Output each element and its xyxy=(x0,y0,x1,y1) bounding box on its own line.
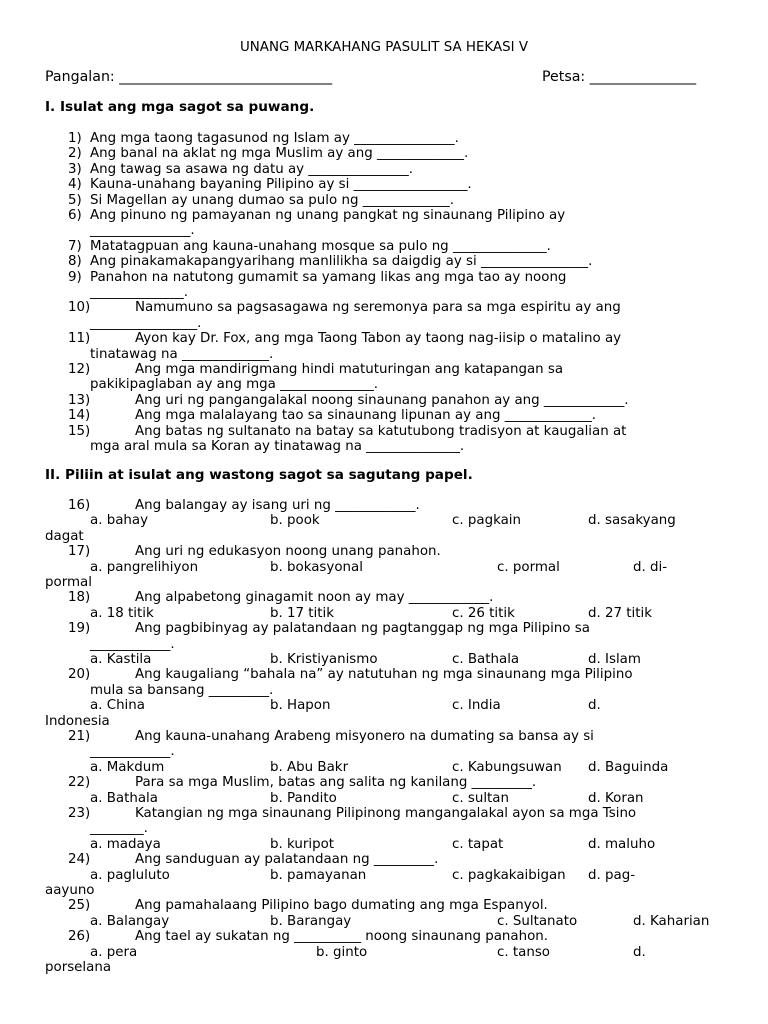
choice-c: c. India xyxy=(452,698,501,714)
question-number: 18) xyxy=(68,590,91,606)
question-text-continued: ________. xyxy=(90,821,148,837)
item-text: Kauna-unahang bayaning Pilipino ay si _________________. xyxy=(90,177,472,193)
name-field-label: Pangalan: ______________________________ xyxy=(45,69,333,85)
question-text-continued: ____________. xyxy=(90,744,175,760)
question-number: 16) xyxy=(68,498,91,513)
item-number: 8) xyxy=(68,254,82,270)
choice-d: d. pag- xyxy=(588,867,636,883)
page-title: UNANG MARKAHANG PASULIT SA HEKASI V xyxy=(239,40,529,55)
choice-c: c. tapat xyxy=(452,836,504,852)
item-text: Ang tawag sa asawa ng datu ay _______________. xyxy=(90,161,414,177)
part2-heading: II. Piliin at isulat ang wastong sagot sa sagutang papel. xyxy=(45,467,473,483)
item-text: Matatagpuan ang kauna-unahang mosque sa pulo ng ______________. xyxy=(90,238,551,254)
choice-b: b. Pandito xyxy=(270,790,337,806)
choice-b: b. Kristiyanismo xyxy=(270,652,378,667)
item-text: Ang batas ng sultanato na batay sa katutubong tradisyon at kaugalian at xyxy=(135,423,627,439)
item-number: 9) xyxy=(68,269,82,285)
part1-heading: I. Isulat ang mga sagot sa puwang. xyxy=(45,99,315,115)
item-text: Ang mga mandirigmang hindi matuturingan ang katapangan sa xyxy=(135,362,564,377)
item-text: Ayon kay Dr. Fox, ang mga Taong Tabon ay taong nag-iisip o matalino ay xyxy=(135,331,622,347)
question-number: 19) xyxy=(68,621,91,637)
choice-c: c. sultan xyxy=(452,790,510,806)
question-number: 17) xyxy=(68,544,91,560)
choice-b: b. ginto xyxy=(316,944,368,960)
choice-d: d. Baguinda xyxy=(588,759,669,775)
choice-a: a. China xyxy=(90,698,145,714)
item-number: 12) xyxy=(68,362,91,377)
item-text: Ang banal na aklat ng mga Muslim ay ang _____________. xyxy=(90,146,469,162)
question-text-continued: mula sa bansang _________. xyxy=(90,682,274,698)
item-number: 10) xyxy=(68,300,91,316)
item-number: 1) xyxy=(68,131,82,146)
question-number: 20) xyxy=(68,667,91,683)
choice-d: d. maluho xyxy=(588,836,656,852)
choice-c: c. pagkain xyxy=(452,513,522,529)
question-number: 24) xyxy=(68,852,91,868)
item-text-continued: _______________. xyxy=(90,223,195,239)
question-text: Ang kaugaliang “bahala na” ay natutuhan ng mga sinaunang mga Pilipino xyxy=(135,667,633,683)
item-text-continued: pakikipaglaban ay ang mga ______________. xyxy=(90,377,379,393)
question-text: Ang sanduguan ay palatandaan ng _________. xyxy=(135,852,439,868)
choice-c: c. pormal xyxy=(497,559,560,575)
item-text: Si Magellan ay unang dumao sa pulo ng _____________. xyxy=(90,192,454,208)
choice-a: a. Makdum xyxy=(90,759,165,775)
choice-d-continued: Indonesia xyxy=(45,713,110,729)
item-number: 15) xyxy=(68,423,91,439)
choice-c: c. Bathala xyxy=(452,652,520,667)
question-text: Katangian ng mga sinaunang Pilipinong mangangalakal ayon sa mga Tsino xyxy=(135,806,637,821)
choice-c: c. 26 titik xyxy=(452,605,515,621)
question-number: 25) xyxy=(68,898,91,914)
item-text: Ang mga malalayang tao sa sinaunang lipunan ay ang _____________. xyxy=(135,408,597,424)
choice-d: d. sasakyang xyxy=(588,513,676,529)
question-number: 21) xyxy=(68,729,91,744)
item-text-continued: tinatawag na _____________. xyxy=(90,346,274,362)
item-number: 2) xyxy=(68,146,82,162)
item-text: Ang uri ng pangangalakal noong sinaunang panahon ay ang ____________. xyxy=(135,392,629,408)
choice-c: c. Kabungsuwan xyxy=(452,759,562,775)
question-number: 26) xyxy=(68,929,91,945)
choice-b: b. Abu Bakr xyxy=(270,759,349,775)
item-number: 5) xyxy=(68,192,82,208)
question-text-continued: ____________. xyxy=(90,636,175,652)
item-number: 3) xyxy=(68,161,82,177)
choice-a: a. Bathala xyxy=(90,790,158,806)
choice-d: d. 27 titik xyxy=(588,605,653,621)
choice-d: d. xyxy=(633,944,646,960)
choice-a: a. Kastila xyxy=(90,652,152,667)
item-number: 13) xyxy=(68,392,91,408)
question-text: Para sa mga Muslim, batas ang salita ng kanilang _________. xyxy=(135,775,537,791)
item-number: 14) xyxy=(68,408,91,424)
choice-a: a. pera xyxy=(90,944,138,960)
choice-c: c. Sultanato xyxy=(497,913,578,929)
choice-b: b. bokasyonal xyxy=(270,559,363,575)
choice-d-continued: porselana xyxy=(45,960,112,975)
choice-a: a. madaya xyxy=(90,836,161,852)
choice-b: b. pook xyxy=(270,513,320,529)
choice-a: a. pagluluto xyxy=(90,867,170,883)
question-text: Ang tael ay sukatan ng __________ noong sinaunang panahon. xyxy=(135,929,549,945)
choice-b: b. Barangay xyxy=(270,913,352,929)
choice-b: b. 17 titik xyxy=(270,605,335,621)
choice-d: d. Islam xyxy=(588,652,641,667)
choice-d: d. Kaharian xyxy=(633,913,710,929)
question-number: 22) xyxy=(68,775,91,791)
choice-a: a. 18 titik xyxy=(90,605,154,621)
choice-d: d. Koran xyxy=(588,790,644,806)
choice-a: a. bahay xyxy=(90,513,149,529)
question-text: Ang pagbibinyag ay palatandaan ng pagtanggap ng mga Pilipino sa xyxy=(135,621,590,637)
choice-d: d. di- xyxy=(633,559,668,575)
question-text: Ang alpabetong ginagamit noon ay may ____________. xyxy=(135,590,494,606)
item-text: Ang pinakamakapangyarihang manlilikha sa daigdig ay si ________________. xyxy=(90,254,593,270)
item-text: Ang mga taong tagasunod ng Islam ay _______________. xyxy=(90,131,459,146)
item-text-continued: mga aral mula sa Koran ay tinatawag na ______________. xyxy=(90,439,465,454)
choice-b: b. pamayanan xyxy=(270,867,367,883)
choice-b: b. Hapon xyxy=(270,698,331,714)
item-text-continued: ______________. xyxy=(90,285,188,300)
item-number: 4) xyxy=(68,177,82,193)
choice-c: c. tanso xyxy=(497,944,550,960)
choice-d: d. xyxy=(588,698,601,714)
item-text-continued: ________________. xyxy=(90,315,202,331)
choice-d-continued: pormal xyxy=(45,575,92,590)
item-number: 11) xyxy=(68,331,91,347)
item-text: Panahon na natutong gumamit sa yamang likas ang mga tao ay noong xyxy=(90,269,567,285)
item-text: Ang pinuno ng pamayanan ng unang pangkat ng sinaunang Pilipino ay xyxy=(90,208,566,223)
choice-d-continued: aayuno xyxy=(45,883,95,898)
choice-d-continued: dagat xyxy=(45,528,84,544)
choice-a: a. pangrelihiyon xyxy=(90,559,199,575)
choice-c: c. pagkakaibigan xyxy=(452,867,566,883)
question-text: Ang balangay ay isang uri ng ____________. xyxy=(135,498,420,513)
question-number: 23) xyxy=(68,806,91,821)
date-field-label: Petsa: _______________ xyxy=(542,69,697,85)
choice-a: a. Balangay xyxy=(90,913,170,929)
choice-b: b. kuripot xyxy=(270,836,335,852)
question-text: Ang uri ng edukasyon noong unang panahon. xyxy=(135,544,441,560)
item-number: 6) xyxy=(68,208,82,223)
question-text: Ang pamahalaang Pilipino bago dumating ang mga Espanyol. xyxy=(135,898,548,914)
item-number: 7) xyxy=(68,238,82,254)
question-text: Ang kauna-unahang Arabeng misyonero na dumating sa bansa ay si xyxy=(135,729,594,744)
item-text: Namumuno sa pagsasagawa ng seremonya para sa mga espiritu ay ang xyxy=(135,300,621,316)
